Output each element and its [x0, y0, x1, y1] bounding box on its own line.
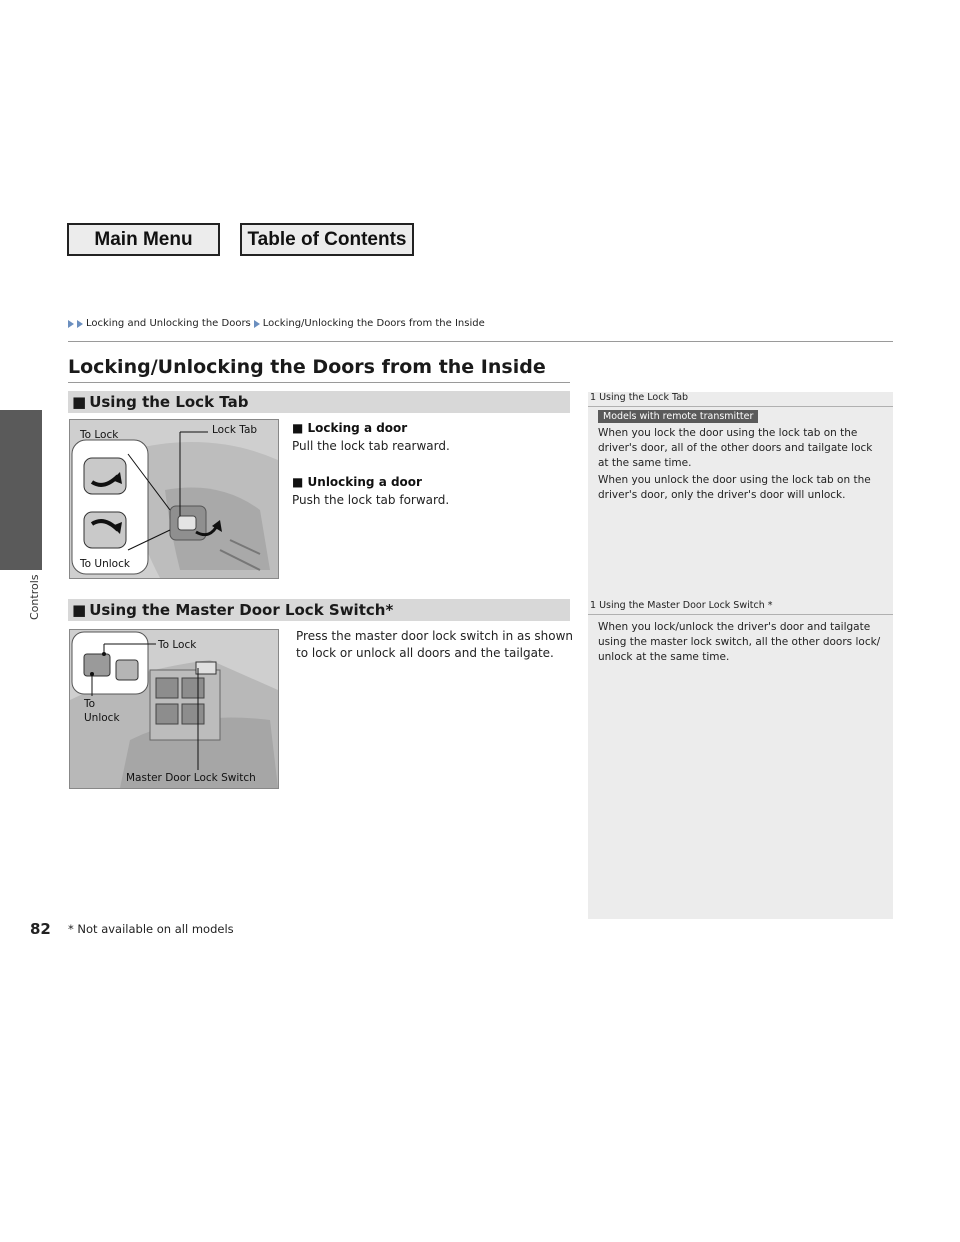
chapter-side-tab	[0, 410, 42, 570]
page-title: Locking/Unlocking the Doors from the Inside	[68, 356, 546, 378]
note-divider	[588, 406, 893, 407]
note-title-text: Using the Lock Tab	[599, 392, 689, 403]
figure-label-lock-tab: Lock Tab	[212, 424, 258, 436]
note-ref-icon: 1	[590, 392, 597, 403]
section-heading-lock-tab	[68, 391, 570, 413]
breadcrumb-arrow-icon	[254, 320, 260, 328]
figure-label-to-lock: To Lock	[158, 639, 197, 651]
lock-tab-illustration	[69, 419, 279, 579]
section-heading-master-switch	[68, 599, 570, 621]
note-master-switch-p: When you lock/unlock the driver's door and tailgate using the master lock switch, all the other doors lock/ unlock at the same time.	[598, 621, 881, 663]
note-ref-icon: 1	[590, 600, 597, 611]
breadcrumb-current: Locking/Unlocking the Doors from the Inside	[262, 318, 485, 329]
page-number: 82	[30, 920, 51, 938]
note-title-text: Using the Master Door Lock Switch	[599, 600, 765, 611]
figure-label-to: To	[84, 698, 96, 710]
footnote: * Not available on all models	[68, 922, 234, 936]
locking-heading	[292, 421, 407, 435]
breadcrumb	[68, 318, 485, 329]
models-badge: Models with remote transmitter	[598, 410, 758, 423]
master-switch-illustration	[69, 629, 279, 789]
asterisk-mark: *	[385, 601, 394, 619]
section-square-icon: ■	[72, 601, 87, 619]
locking-heading-text: Locking a door	[307, 421, 408, 435]
breadcrumb-arrow-icon	[77, 320, 83, 328]
note-divider	[588, 614, 893, 615]
chapter-side-label: Controls	[28, 574, 41, 620]
figure-label-master-switch: Master Door Lock Switch	[126, 772, 256, 784]
note-title-master-switch	[590, 600, 773, 611]
table-of-contents-button[interactable]: Table of Contents	[240, 223, 414, 256]
header-divider	[68, 341, 893, 342]
note-lock-tab-p1: When you lock the door using the lock tab on the driver's door, all of the other doors and tailgate lock at the same time.	[598, 427, 873, 469]
asterisk-mark: *	[767, 600, 773, 611]
unlocking-heading	[292, 475, 422, 489]
figure-label-unlock: Unlock	[84, 712, 120, 724]
figure-label-to-unlock: To Unlock	[80, 558, 130, 570]
main-menu-button[interactable]: Main Menu	[67, 223, 220, 256]
section-heading-text: Using the Master Door Lock Switch	[89, 601, 386, 619]
figure-label-to-lock: To Lock	[80, 429, 119, 441]
lock-tab-drawing	[70, 420, 278, 578]
breadcrumb-arrow-icon	[68, 320, 74, 328]
section-square-icon: ■	[72, 393, 87, 411]
master-switch-text: Press the master door lock switch in as shown to lock or unlock all doors and the tailgate.	[296, 629, 574, 660]
unlocking-text: Push the lock tab forward.	[292, 493, 450, 507]
note-title-lock-tab	[590, 392, 688, 403]
note-lock-tab-p2: When you unlock the door using the lock tab on the driver's door, only the driver's door will unlock.	[598, 474, 871, 501]
locking-text: Pull the lock tab rearward.	[292, 439, 450, 453]
master-switch-drawing	[70, 630, 278, 788]
subhead-square-icon: ■	[292, 475, 304, 489]
title-divider	[68, 382, 570, 383]
unlocking-heading-text: Unlocking a door	[307, 475, 422, 489]
breadcrumb-parent[interactable]: Locking and Unlocking the Doors	[86, 318, 251, 329]
section-heading-text: Using the Lock Tab	[89, 393, 249, 411]
subhead-square-icon: ■	[292, 421, 304, 435]
